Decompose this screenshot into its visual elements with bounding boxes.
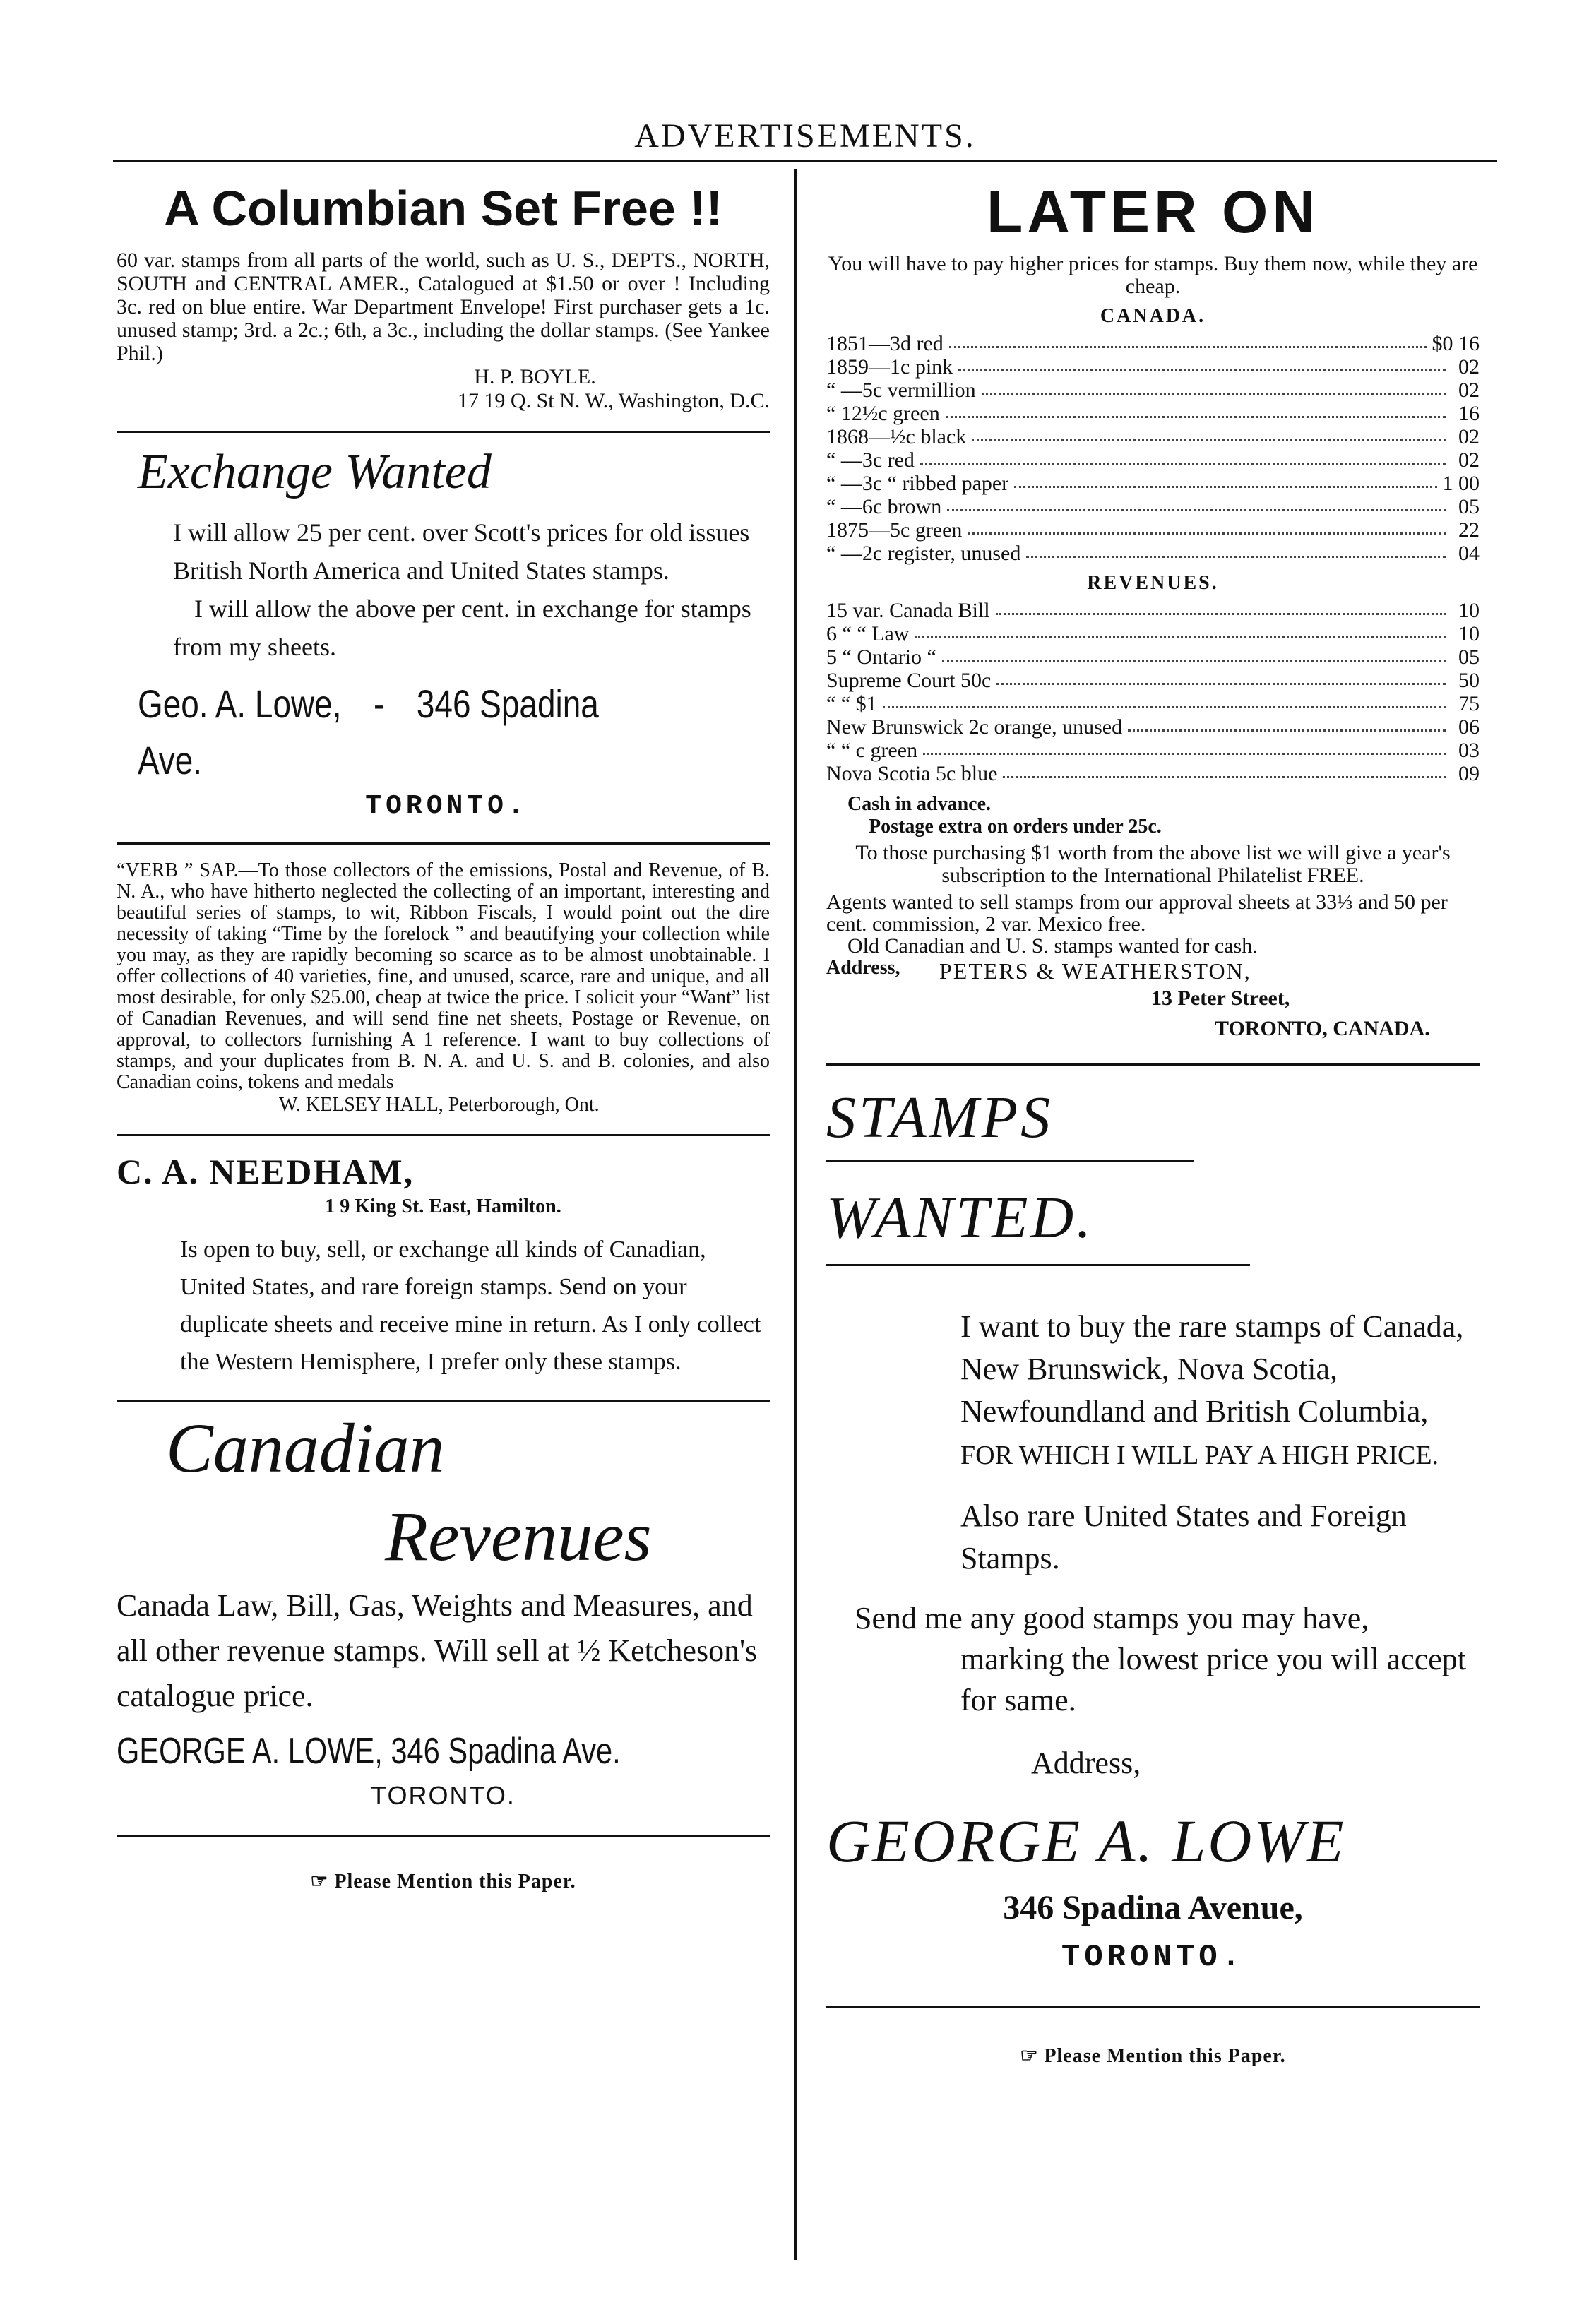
price-row — [826, 518, 1480, 542]
revenues-title-1: Canadian — [166, 1409, 445, 1487]
price-label: New Brunswick 2c orange, unused — [826, 715, 1123, 739]
wanted-paragraph-1 — [826, 1306, 1480, 1477]
needham-body: Is open to buy, sell, or exchange all kinds of Canadian, United States, and rare foreign stamps. Send on your duplicate sheets and receive mine in return. As I only collect the Western Hemisphere, I prefer only these stamps. — [180, 1237, 761, 1375]
wanted-city: TORONTO. — [1061, 1940, 1245, 1975]
exchange-address: 346 Spadina Ave. — [138, 681, 599, 782]
price-value: $0 16 — [1432, 332, 1480, 355]
columbian-title: A Columbian Set Free !! — [164, 181, 722, 236]
cash-note: Cash in advance. — [847, 793, 992, 815]
leader-dots — [1026, 542, 1446, 558]
later-on-intro: You will have to pay higher prices for stamps. Buy them now, while they are cheap. — [828, 252, 1478, 298]
title-underline — [826, 1160, 1194, 1162]
page-header: ADVERTISEMENTS. — [634, 117, 976, 155]
price-row — [826, 762, 1480, 785]
price-value: 03 — [1458, 739, 1480, 762]
exchange-p2: I will allow the above per cent. in exchange for stamps from my sheets. — [173, 595, 751, 661]
price-value: 09 — [1458, 762, 1480, 785]
price-value: 75 — [1458, 692, 1480, 715]
price-row — [826, 739, 1480, 762]
price-value: 10 — [1458, 599, 1480, 622]
later-city: TORONTO, CANADA. — [1215, 1017, 1430, 1040]
leader-dots — [972, 425, 1446, 441]
old-stamps-note: Old Canadian and U. S. stamps wanted for cash. — [847, 934, 1258, 958]
price-row — [826, 599, 1480, 622]
price-row — [826, 645, 1480, 669]
verb-sap-ad — [117, 860, 770, 1117]
leader-dots — [996, 599, 1446, 615]
leader-dots — [947, 495, 1446, 511]
wanted-paragraph-2: Also rare United States and Foreign Stamps. — [960, 1498, 1407, 1575]
leader-dots — [883, 692, 1446, 708]
price-label: “ “ c green — [826, 739, 918, 762]
price-value: 22 — [1458, 518, 1480, 542]
price-value: 1 00 — [1442, 472, 1480, 495]
exchange-title: Exchange Wanted — [138, 445, 492, 499]
left-column — [117, 177, 770, 1893]
later-company: PETERS & WEATHERSTON, — [939, 958, 1251, 984]
leader-dots — [920, 448, 1446, 465]
verb-sap-body: “VERB ” SAP.—To those collectors of the emissions, Postal and Revenue, of B. N. A., who have hitherto neglected the collecting of an important, interesting and beautiful series of stamps, to wit, Ribbon Fiscals, I would point out the dire necessity of taking “Time by the forelock ” and beautifying your collection while you may, as they are rapidly becoming so scarce as to be almost unobtainable. I offer collections of 40 varieties, fine, and unused, scarce, rare and unique, and all most desirable, for only $25.00, cheap at twice the price. I solicit your “Want” list of Canadian Revenues, and will send fine net sheets, Postage or Revenue, on approval, to collectors furnishing A 1 reference. I want to buy collections of stamps, and your duplicates from B. N. A. and U. S. and B. colonies, and also Canadian coins, tokens and medals — [117, 859, 770, 1093]
wanted-name: GEORGE A. LOWE — [826, 1807, 1346, 1875]
price-label: 5 “ Ontario “ — [826, 645, 936, 669]
price-value: 05 — [1458, 495, 1480, 518]
wanted-title-2: WANTED. — [826, 1185, 1095, 1251]
wanted-address-label: Address, — [1031, 1746, 1141, 1780]
price-value: 06 — [1458, 715, 1480, 739]
price-row — [826, 448, 1480, 472]
price-label: “ —2c register, unused — [826, 542, 1021, 565]
price-row — [826, 425, 1480, 448]
exchange-ad — [117, 437, 770, 824]
exchange-signature — [138, 676, 645, 789]
price-label: 6 “ “ Law — [826, 622, 910, 645]
revenues-body: Canada Law, Bill, Gas, Weights and Measures, and all other revenue stamps. Will sell at ½ Ketcheson's catalogue price. — [117, 1588, 758, 1713]
later-on-title: LATER ON — [986, 179, 1320, 245]
needham-address: 1 9 King St. East, Hamilton. — [325, 1196, 561, 1217]
price-row — [826, 495, 1480, 518]
wanted-street: 346 Spadina Avenue, — [1003, 1889, 1303, 1926]
leader-dots — [968, 518, 1446, 535]
price-row — [826, 542, 1480, 565]
price-value: 02 — [1458, 355, 1480, 379]
price-label: 15 var. Canada Bill — [826, 599, 990, 622]
postage-note: Postage extra on orders under 25c. — [869, 816, 1162, 838]
leader-dots — [923, 739, 1446, 755]
wanted-p1-caps: FOR WHICH I WILL PAY A HIGH PRICE. — [960, 1441, 1439, 1470]
price-value: 05 — [1458, 645, 1480, 669]
canada-price-list — [826, 332, 1480, 565]
verb-sap-signature: W. KELSEY HALL, Peterborough, Ont. — [279, 1094, 600, 1116]
price-row — [826, 622, 1480, 645]
price-label: 1859—1c pink — [826, 355, 953, 379]
later-address-label: Address, — [826, 957, 900, 979]
price-value: 04 — [1458, 542, 1480, 565]
price-label: 1875—5c green — [826, 518, 963, 542]
right-footer-note: ☞ Please Mention this Paper. — [1020, 2045, 1286, 2067]
price-row — [826, 715, 1480, 739]
leader-dots — [982, 379, 1446, 395]
price-value: 16 — [1458, 402, 1480, 425]
header-rule — [113, 160, 1497, 162]
exchange-p1: I will allow 25 per cent. over Scott's prices for old issues British North America and United States stamps. — [173, 518, 750, 585]
column-divider — [794, 169, 797, 2260]
leader-dots — [958, 355, 1446, 371]
leader-dots — [949, 332, 1427, 348]
leader-dots — [942, 645, 1446, 662]
price-row — [826, 402, 1480, 425]
title-underline — [826, 1264, 1250, 1266]
columbian-ad — [117, 177, 770, 414]
price-value: 02 — [1458, 379, 1480, 402]
divider — [117, 1134, 770, 1136]
exchange-name: Geo. A. Lowe, — [138, 681, 342, 726]
columbian-name: H. P. BOYLE. — [474, 365, 596, 388]
wanted-paragraph-3: Send me any good stamps you may have, marking the lowest price you will accept for same. — [855, 1601, 1466, 1717]
price-label: “ —3c “ ribbed paper — [826, 472, 1009, 495]
price-label: “ 12½c green — [826, 402, 940, 425]
leader-dots — [1014, 472, 1436, 488]
price-row — [826, 472, 1480, 495]
leader-dots — [1128, 715, 1446, 732]
needham-ad — [117, 1150, 770, 1381]
canada-heading: CANADA. — [1100, 305, 1206, 327]
leader-dots — [946, 402, 1446, 418]
later-street: 13 Peter Street, — [1151, 987, 1290, 1010]
divider — [826, 1063, 1480, 1066]
exchange-dash: - — [374, 681, 385, 726]
divider — [117, 1400, 770, 1402]
columbian-body: 60 var. stamps from all parts of the world, such as U. S., DEPTS., NORTH, SOUTH and CENTRAL AMER., Catalogued at $1.50 or over ! Including 3c. red on blue entire. War Department Envelope! First purchaser gets a 1c. unused stamp; 3rd. a 2c.; 6th, a 3c., including the dollar stamps. (See Yankee Phil.) — [117, 249, 770, 365]
price-value: 02 — [1458, 425, 1480, 448]
price-row — [826, 355, 1480, 379]
price-row — [826, 692, 1480, 715]
price-label: “ “ $1 — [826, 692, 877, 715]
left-footer-note: ☞ Please Mention this Paper. — [310, 1871, 576, 1893]
price-label: 1851—3d red — [826, 332, 944, 355]
later-on-ad — [826, 177, 1480, 1045]
exchange-city: TORONTO. — [365, 791, 528, 821]
price-label: “ —6c brown — [826, 495, 942, 518]
price-label: “ —3c red — [826, 448, 915, 472]
wanted-title-1: STAMPS — [826, 1085, 1054, 1150]
needham-title: C. A. NEEDHAM, — [117, 1152, 415, 1191]
stamps-wanted-ad — [826, 1075, 1480, 1982]
right-column — [826, 177, 1480, 2068]
divider — [117, 842, 770, 845]
price-row — [826, 332, 1480, 355]
offer-note: To those purchasing $1 worth from the above list we will give a year's subscription to the International Philatelist FREE. — [855, 841, 1451, 887]
price-label: Nova Scotia 5c blue — [826, 762, 998, 785]
leader-dots — [1003, 762, 1446, 778]
revenues-title-2: Revenues — [385, 1497, 652, 1575]
agents-note: Agents wanted to sell stamps from our approval sheets at 33⅓ and 50 per cent. commission, 2 var. Mexico free. — [826, 890, 1448, 936]
price-label: 1868—½c black — [826, 425, 967, 448]
price-value: 50 — [1458, 669, 1480, 692]
price-value: 10 — [1458, 622, 1480, 645]
wanted-p1-text: I want to buy the rare stamps of Canada, New Brunswick, Nova Scotia, Newfoundland and British Columbia, — [960, 1309, 1464, 1429]
canadian-revenues-ad — [117, 1402, 770, 1813]
divider — [117, 1835, 770, 1837]
divider — [117, 431, 770, 433]
revenues-name: GEORGE A. LOWE, 346 Spadina Ave. — [117, 1731, 621, 1772]
divider — [826, 2006, 1480, 2008]
revenues-price-list — [826, 599, 1480, 785]
price-value: 02 — [1458, 448, 1480, 472]
revenues-city: TORONTO. — [371, 1781, 516, 1810]
columbian-address: 17 19 Q. St N. W., Washington, D.C. — [457, 389, 770, 412]
price-label: “ —5c vermillion — [826, 379, 976, 402]
price-label: Supreme Court 50c — [826, 669, 992, 692]
price-row — [826, 379, 1480, 402]
revenues-heading: REVENUES. — [1087, 572, 1219, 594]
price-row — [826, 669, 1480, 692]
leader-dots — [915, 622, 1446, 638]
leader-dots — [996, 669, 1446, 685]
